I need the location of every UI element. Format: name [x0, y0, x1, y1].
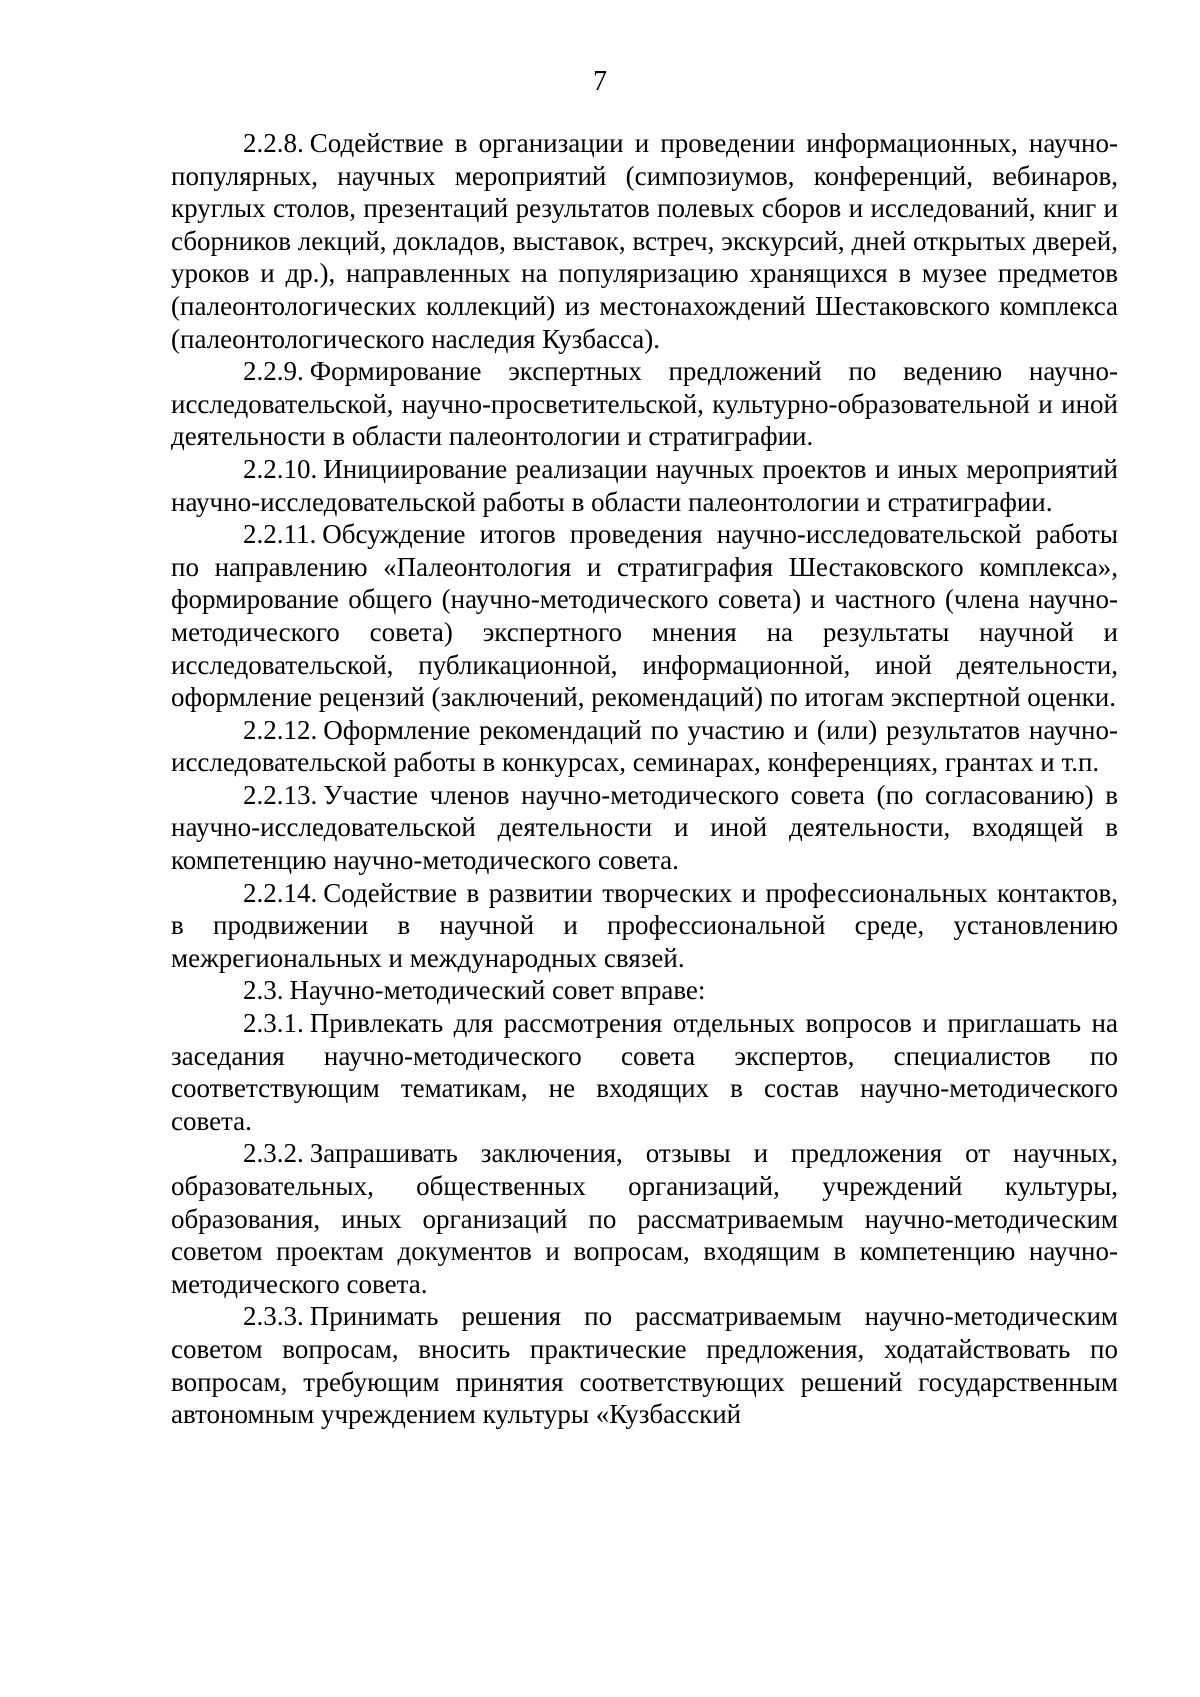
paragraph-text: Участие членов научно-методического совета (по согласованию) в научно-исследовательской деятельности и иной деятельности, входящей в компетенцию научно-методического совета. [171, 779, 1118, 876]
paragraph-2-2-10 [171, 453, 1118, 518]
paragraph-number: 2.2.14. [243, 877, 318, 908]
paragraph-2-3-2 [171, 1137, 1118, 1300]
paragraph-2-3 [171, 974, 1118, 1007]
paragraph-number: 2.2.10. [243, 453, 318, 484]
paragraph-number: 2.2.13. [243, 779, 318, 810]
paragraph-2-3-1 [171, 1007, 1118, 1137]
paragraph-number: 2.3. [243, 975, 284, 1006]
paragraph-2-3-3 [171, 1300, 1118, 1430]
paragraph-2-2-14 [171, 877, 1118, 975]
paragraph-number: 2.2.11. [243, 519, 317, 550]
document-body [171, 127, 1118, 1431]
paragraph-text: Инициирование реализации научных проектов и иных мероприятий научно-исследовательской работы в области палеонтологии и стратиграфии. [171, 453, 1118, 517]
paragraph-2-2-8 [171, 127, 1118, 355]
paragraph-2-2-9 [171, 355, 1118, 453]
paragraph-number: 2.3.1. [243, 1008, 304, 1039]
paragraph-number: 2.3.3. [243, 1301, 304, 1332]
paragraph-text: Запрашивать заключения, отзывы и предложения от научных, образовательных, общественных организаций, учреждений культуры, образования, иных организаций по рассматриваемым научно-методическим советом проектам документов и вопросам, входящим в компетенцию научно-методического совета. [171, 1138, 1118, 1299]
paragraph-number: 2.2.9. [243, 356, 304, 387]
paragraph-text: Обсуждение итогов проведения научно-исследовательской работы по направлению «Палеонтология и стратиграфия Шестаковского комплекса», формирование общего (научно-методического совета) и частного (члена научно-методического совета) экспертного мнения на результаты научной и исследовательской, публикационной, информационной, иной деятельности, оформление рецензий (заключений, рекомендаций) по итогам экспертной оценки. [171, 519, 1118, 713]
paragraph-2-2-13 [171, 779, 1118, 877]
paragraph-text: Содействие в организации и проведении информационных, научно-популярных, научных мероприятий (симпозиумов, конференций, вебинаров, круглых столов, презентаций результатов полевых сборов и исследований, книг и сборников лекций, докладов, выставок, встреч, экскурсий, дней открытых дверей, уроков и др.), направленных на популяризацию хранящихся в музее предметов (палеонтологических коллекций) из местонахождений Шестаковского комплекса (палеонтологического наследия Кузбасса). [171, 128, 1118, 354]
page-number: 7 [593, 66, 607, 97]
paragraph-text: Формирование экспертных предложений по ведению научно-исследовательской, научно-просветительской, культурно-образовательной и иной деятельности в области палеонтологии и стратиграфии. [171, 356, 1118, 452]
paragraph-number: 2.3.2. [243, 1138, 304, 1169]
paragraph-text: Привлекать для рассмотрения отдельных вопросов и приглашать на заседания научно-методического совета экспертов, специалистов по соответствующим тематикам, не входящих в состав научно-методического совета. [171, 1008, 1118, 1136]
paragraph-2-2-11 [171, 518, 1118, 714]
paragraph-text: Принимать решения по рассматриваемым научно-методическим советом вопросам, вносить практические предложения, ходатайствовать по вопросам, требующим принятия соответствующих решений государственным автономным учреждением культуры «Кузбасский [171, 1301, 1118, 1430]
paragraph-2-2-12 [171, 714, 1118, 779]
paragraph-text: Содействие в развитии творческих и профессиональных контактов, в продвижении в научной и профессиональной среде, установлению межрегиональных и международных связей. [171, 877, 1118, 973]
paragraph-text: Оформление рекомендаций по участию и (или) результатов научно-исследовательской работы в конкурсах, семинарах, конференциях, грантах и т.п. [171, 714, 1118, 778]
paragraph-text: Научно-методический совет вправе: [289, 975, 706, 1006]
paragraph-number: 2.2.8. [243, 128, 304, 158]
paragraph-number: 2.2.12. [243, 714, 318, 745]
